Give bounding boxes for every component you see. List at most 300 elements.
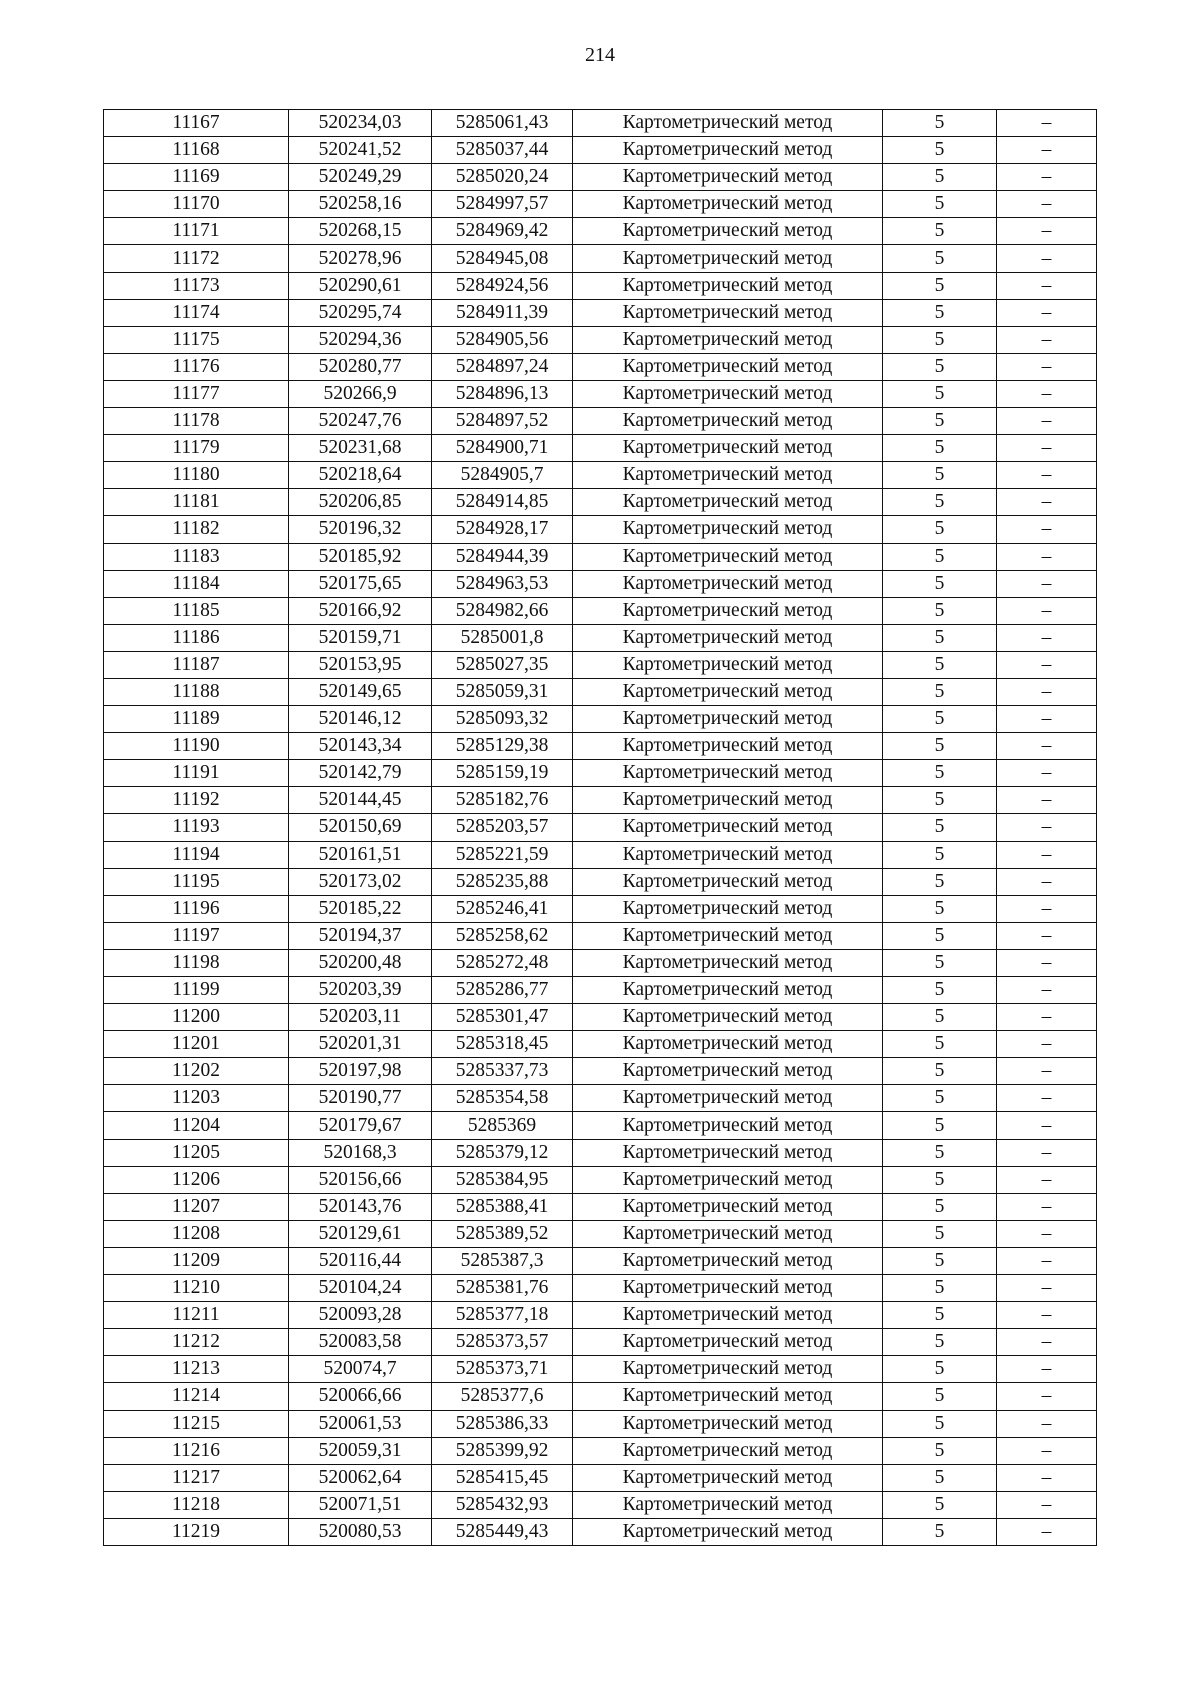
point-number-cell: 11177 xyxy=(104,380,289,407)
table-row xyxy=(104,1356,1097,1383)
description-cell: – xyxy=(997,299,1097,326)
x-coordinate-cell: 520280,77 xyxy=(289,353,432,380)
x-coordinate-cell: 520258,16 xyxy=(289,191,432,218)
accuracy-cell: 5 xyxy=(883,435,997,462)
method-cell: Картометрический метод xyxy=(573,841,883,868)
y-coordinate-cell: 5284914,85 xyxy=(432,489,573,516)
y-coordinate-cell: 5285432,93 xyxy=(432,1491,573,1518)
point-number-cell: 11179 xyxy=(104,435,289,462)
accuracy-cell: 5 xyxy=(883,1166,997,1193)
method-cell: Картометрический метод xyxy=(573,678,883,705)
y-coordinate-cell: 5284963,53 xyxy=(432,570,573,597)
point-number-cell: 11187 xyxy=(104,651,289,678)
x-coordinate-cell: 520278,96 xyxy=(289,245,432,272)
method-cell: Картометрический метод xyxy=(573,706,883,733)
x-coordinate-cell: 520156,66 xyxy=(289,1166,432,1193)
y-coordinate-cell: 5284945,08 xyxy=(432,245,573,272)
point-number-cell: 11197 xyxy=(104,922,289,949)
method-cell: Картометрический метод xyxy=(573,110,883,137)
description-cell: – xyxy=(997,597,1097,624)
point-number-cell: 11189 xyxy=(104,706,289,733)
accuracy-cell: 5 xyxy=(883,272,997,299)
description-cell: – xyxy=(997,1275,1097,1302)
point-number-cell: 11200 xyxy=(104,1004,289,1031)
y-coordinate-cell: 5284924,56 xyxy=(432,272,573,299)
y-coordinate-cell: 5285384,95 xyxy=(432,1166,573,1193)
x-coordinate-cell: 520241,52 xyxy=(289,137,432,164)
accuracy-cell: 5 xyxy=(883,1383,997,1410)
x-coordinate-cell: 520266,9 xyxy=(289,380,432,407)
description-cell: – xyxy=(997,678,1097,705)
method-cell: Картометрический метод xyxy=(573,977,883,1004)
accuracy-cell: 5 xyxy=(883,462,997,489)
method-cell: Картометрический метод xyxy=(573,1004,883,1031)
table-row xyxy=(104,489,1097,516)
accuracy-cell: 5 xyxy=(883,164,997,191)
table-row xyxy=(104,110,1097,137)
table-row xyxy=(104,1275,1097,1302)
x-coordinate-cell: 520179,67 xyxy=(289,1112,432,1139)
table-row xyxy=(104,1464,1097,1491)
description-cell: – xyxy=(997,1058,1097,1085)
point-number-cell: 11208 xyxy=(104,1220,289,1247)
table-row xyxy=(104,678,1097,705)
method-cell: Картометрический метод xyxy=(573,1220,883,1247)
accuracy-cell: 5 xyxy=(883,1329,997,1356)
y-coordinate-cell: 5285379,12 xyxy=(432,1139,573,1166)
method-cell: Картометрический метод xyxy=(573,1031,883,1058)
accuracy-cell: 5 xyxy=(883,706,997,733)
accuracy-cell: 5 xyxy=(883,1220,997,1247)
accuracy-cell: 5 xyxy=(883,1275,997,1302)
x-coordinate-cell: 520234,03 xyxy=(289,110,432,137)
method-cell: Картометрический метод xyxy=(573,1193,883,1220)
point-number-cell: 11192 xyxy=(104,787,289,814)
description-cell: – xyxy=(997,1410,1097,1437)
point-number-cell: 11202 xyxy=(104,1058,289,1085)
method-cell: Картометрический метод xyxy=(573,218,883,245)
x-coordinate-cell: 520129,61 xyxy=(289,1220,432,1247)
y-coordinate-cell: 5285037,44 xyxy=(432,137,573,164)
x-coordinate-cell: 520159,71 xyxy=(289,624,432,651)
x-coordinate-cell: 520142,79 xyxy=(289,760,432,787)
description-cell: – xyxy=(997,218,1097,245)
point-number-cell: 11219 xyxy=(104,1518,289,1545)
x-coordinate-cell: 520144,45 xyxy=(289,787,432,814)
description-cell: – xyxy=(997,624,1097,651)
y-coordinate-cell: 5285221,59 xyxy=(432,841,573,868)
accuracy-cell: 5 xyxy=(883,245,997,272)
point-number-cell: 11217 xyxy=(104,1464,289,1491)
accuracy-cell: 5 xyxy=(883,1518,997,1545)
accuracy-cell: 5 xyxy=(883,326,997,353)
description-cell: – xyxy=(997,245,1097,272)
y-coordinate-cell: 5284928,17 xyxy=(432,516,573,543)
accuracy-cell: 5 xyxy=(883,895,997,922)
table-row xyxy=(104,570,1097,597)
table-row xyxy=(104,1085,1097,1112)
method-cell: Картометрический метод xyxy=(573,1410,883,1437)
method-cell: Картометрический метод xyxy=(573,949,883,976)
accuracy-cell: 5 xyxy=(883,678,997,705)
y-coordinate-cell: 5285301,47 xyxy=(432,1004,573,1031)
y-coordinate-cell: 5285093,32 xyxy=(432,706,573,733)
description-cell: – xyxy=(997,570,1097,597)
y-coordinate-cell: 5284905,56 xyxy=(432,326,573,353)
description-cell: – xyxy=(997,1112,1097,1139)
point-number-cell: 11193 xyxy=(104,814,289,841)
y-coordinate-cell: 5284905,7 xyxy=(432,462,573,489)
accuracy-cell: 5 xyxy=(883,787,997,814)
method-cell: Картометрический метод xyxy=(573,1275,883,1302)
accuracy-cell: 5 xyxy=(883,380,997,407)
description-cell: – xyxy=(997,435,1097,462)
table-row xyxy=(104,868,1097,895)
point-number-cell: 11201 xyxy=(104,1031,289,1058)
x-coordinate-cell: 520071,51 xyxy=(289,1491,432,1518)
x-coordinate-cell: 520196,32 xyxy=(289,516,432,543)
x-coordinate-cell: 520066,66 xyxy=(289,1383,432,1410)
table-row xyxy=(104,1031,1097,1058)
point-number-cell: 11198 xyxy=(104,949,289,976)
table-row xyxy=(104,977,1097,1004)
table-row xyxy=(104,543,1097,570)
description-cell: – xyxy=(997,516,1097,543)
x-coordinate-cell: 520203,11 xyxy=(289,1004,432,1031)
accuracy-cell: 5 xyxy=(883,137,997,164)
accuracy-cell: 5 xyxy=(883,868,997,895)
method-cell: Картометрический метод xyxy=(573,895,883,922)
x-coordinate-cell: 520247,76 xyxy=(289,408,432,435)
y-coordinate-cell: 5285399,92 xyxy=(432,1437,573,1464)
method-cell: Картометрический метод xyxy=(573,597,883,624)
y-coordinate-cell: 5285059,31 xyxy=(432,678,573,705)
table-row xyxy=(104,164,1097,191)
point-number-cell: 11215 xyxy=(104,1410,289,1437)
table-row xyxy=(104,1410,1097,1437)
x-coordinate-cell: 520173,02 xyxy=(289,868,432,895)
accuracy-cell: 5 xyxy=(883,1058,997,1085)
point-number-cell: 11186 xyxy=(104,624,289,651)
method-cell: Картометрический метод xyxy=(573,516,883,543)
description-cell: – xyxy=(997,380,1097,407)
description-cell: – xyxy=(997,1139,1097,1166)
x-coordinate-cell: 520143,76 xyxy=(289,1193,432,1220)
y-coordinate-cell: 5285369 xyxy=(432,1112,573,1139)
method-cell: Картометрический метод xyxy=(573,380,883,407)
table-row xyxy=(104,435,1097,462)
y-coordinate-cell: 5284900,71 xyxy=(432,435,573,462)
accuracy-cell: 5 xyxy=(883,977,997,1004)
x-coordinate-cell: 520116,44 xyxy=(289,1247,432,1274)
table-row xyxy=(104,1139,1097,1166)
accuracy-cell: 5 xyxy=(883,1031,997,1058)
table-row xyxy=(104,651,1097,678)
table-row xyxy=(104,326,1097,353)
method-cell: Картометрический метод xyxy=(573,489,883,516)
description-cell: – xyxy=(997,922,1097,949)
table-row xyxy=(104,760,1097,787)
table-row xyxy=(104,1193,1097,1220)
method-cell: Картометрический метод xyxy=(573,1383,883,1410)
accuracy-cell: 5 xyxy=(883,1491,997,1518)
point-number-cell: 11211 xyxy=(104,1302,289,1329)
accuracy-cell: 5 xyxy=(883,624,997,651)
accuracy-cell: 5 xyxy=(883,1356,997,1383)
point-number-cell: 11205 xyxy=(104,1139,289,1166)
y-coordinate-cell: 5285381,76 xyxy=(432,1275,573,1302)
method-cell: Картометрический метод xyxy=(573,1464,883,1491)
description-cell: – xyxy=(997,1004,1097,1031)
description-cell: – xyxy=(997,408,1097,435)
method-cell: Картометрический метод xyxy=(573,1247,883,1274)
table-row xyxy=(104,814,1097,841)
description-cell: – xyxy=(997,191,1097,218)
method-cell: Картометрический метод xyxy=(573,164,883,191)
point-number-cell: 11196 xyxy=(104,895,289,922)
x-coordinate-cell: 520185,22 xyxy=(289,895,432,922)
description-cell: – xyxy=(997,489,1097,516)
x-coordinate-cell: 520149,65 xyxy=(289,678,432,705)
description-cell: – xyxy=(997,841,1097,868)
description-cell: – xyxy=(997,1085,1097,1112)
point-number-cell: 11195 xyxy=(104,868,289,895)
y-coordinate-cell: 5285020,24 xyxy=(432,164,573,191)
y-coordinate-cell: 5285027,35 xyxy=(432,651,573,678)
table-row xyxy=(104,922,1097,949)
point-number-cell: 11175 xyxy=(104,326,289,353)
table-row xyxy=(104,191,1097,218)
method-cell: Картометрический метод xyxy=(573,543,883,570)
point-number-cell: 11182 xyxy=(104,516,289,543)
method-cell: Картометрический метод xyxy=(573,1166,883,1193)
accuracy-cell: 5 xyxy=(883,1112,997,1139)
table-row xyxy=(104,706,1097,733)
y-coordinate-cell: 5284897,24 xyxy=(432,353,573,380)
table-row xyxy=(104,272,1097,299)
method-cell: Картометрический метод xyxy=(573,435,883,462)
description-cell: – xyxy=(997,1383,1097,1410)
x-coordinate-cell: 520197,98 xyxy=(289,1058,432,1085)
x-coordinate-cell: 520190,77 xyxy=(289,1085,432,1112)
x-coordinate-cell: 520153,95 xyxy=(289,651,432,678)
method-cell: Картометрический метод xyxy=(573,326,883,353)
y-coordinate-cell: 5285159,19 xyxy=(432,760,573,787)
description-cell: – xyxy=(997,164,1097,191)
x-coordinate-cell: 520218,64 xyxy=(289,462,432,489)
point-number-cell: 11199 xyxy=(104,977,289,1004)
description-cell: – xyxy=(997,1193,1097,1220)
description-cell: – xyxy=(997,1220,1097,1247)
point-number-cell: 11210 xyxy=(104,1275,289,1302)
description-cell: – xyxy=(997,137,1097,164)
point-number-cell: 11206 xyxy=(104,1166,289,1193)
x-coordinate-cell: 520201,31 xyxy=(289,1031,432,1058)
table-row xyxy=(104,245,1097,272)
table-row xyxy=(104,1491,1097,1518)
point-number-cell: 11190 xyxy=(104,733,289,760)
accuracy-cell: 5 xyxy=(883,949,997,976)
method-cell: Картометрический метод xyxy=(573,1058,883,1085)
table-row xyxy=(104,733,1097,760)
table-row xyxy=(104,218,1097,245)
description-cell: – xyxy=(997,706,1097,733)
accuracy-cell: 5 xyxy=(883,1085,997,1112)
y-coordinate-cell: 5284911,39 xyxy=(432,299,573,326)
table-row xyxy=(104,624,1097,651)
y-coordinate-cell: 5284896,13 xyxy=(432,380,573,407)
description-cell: – xyxy=(997,1302,1097,1329)
point-number-cell: 11170 xyxy=(104,191,289,218)
x-coordinate-cell: 520080,53 xyxy=(289,1518,432,1545)
description-cell: – xyxy=(997,353,1097,380)
page-number: 214 xyxy=(585,44,615,66)
x-coordinate-cell: 520104,24 xyxy=(289,1275,432,1302)
point-number-cell: 11174 xyxy=(104,299,289,326)
y-coordinate-cell: 5285449,43 xyxy=(432,1518,573,1545)
coordinates-table xyxy=(103,109,1097,1546)
table-row xyxy=(104,787,1097,814)
point-number-cell: 11207 xyxy=(104,1193,289,1220)
point-number-cell: 11203 xyxy=(104,1085,289,1112)
coordinates-table-body xyxy=(104,110,1097,1546)
y-coordinate-cell: 5284982,66 xyxy=(432,597,573,624)
accuracy-cell: 5 xyxy=(883,543,997,570)
description-cell: – xyxy=(997,949,1097,976)
method-cell: Картометрический метод xyxy=(573,462,883,489)
y-coordinate-cell: 5285373,71 xyxy=(432,1356,573,1383)
method-cell: Картометрический метод xyxy=(573,137,883,164)
y-coordinate-cell: 5285354,58 xyxy=(432,1085,573,1112)
y-coordinate-cell: 5285286,77 xyxy=(432,977,573,1004)
y-coordinate-cell: 5285129,38 xyxy=(432,733,573,760)
accuracy-cell: 5 xyxy=(883,841,997,868)
description-cell: – xyxy=(997,1031,1097,1058)
method-cell: Картометрический метод xyxy=(573,814,883,841)
table-row xyxy=(104,1166,1097,1193)
table-row xyxy=(104,1247,1097,1274)
table-row xyxy=(104,353,1097,380)
y-coordinate-cell: 5284944,39 xyxy=(432,543,573,570)
y-coordinate-cell: 5285373,57 xyxy=(432,1329,573,1356)
x-coordinate-cell: 520166,92 xyxy=(289,597,432,624)
y-coordinate-cell: 5284969,42 xyxy=(432,218,573,245)
point-number-cell: 11168 xyxy=(104,137,289,164)
accuracy-cell: 5 xyxy=(883,760,997,787)
method-cell: Картометрический метод xyxy=(573,760,883,787)
accuracy-cell: 5 xyxy=(883,1193,997,1220)
y-coordinate-cell: 5285001,8 xyxy=(432,624,573,651)
x-coordinate-cell: 520168,3 xyxy=(289,1139,432,1166)
point-number-cell: 11181 xyxy=(104,489,289,516)
method-cell: Картометрический метод xyxy=(573,787,883,814)
accuracy-cell: 5 xyxy=(883,218,997,245)
y-coordinate-cell: 5285061,43 xyxy=(432,110,573,137)
description-cell: – xyxy=(997,272,1097,299)
table-row xyxy=(104,1302,1097,1329)
method-cell: Картометрический метод xyxy=(573,272,883,299)
table-row xyxy=(104,516,1097,543)
table-row xyxy=(104,1518,1097,1545)
table-row xyxy=(104,841,1097,868)
accuracy-cell: 5 xyxy=(883,489,997,516)
y-coordinate-cell: 5285337,73 xyxy=(432,1058,573,1085)
y-coordinate-cell: 5285246,41 xyxy=(432,895,573,922)
point-number-cell: 11216 xyxy=(104,1437,289,1464)
description-cell: – xyxy=(997,1247,1097,1274)
y-coordinate-cell: 5284897,52 xyxy=(432,408,573,435)
point-number-cell: 11185 xyxy=(104,597,289,624)
description-cell: – xyxy=(997,1437,1097,1464)
x-coordinate-cell: 520185,92 xyxy=(289,543,432,570)
x-coordinate-cell: 520161,51 xyxy=(289,841,432,868)
point-number-cell: 11183 xyxy=(104,543,289,570)
description-cell: – xyxy=(997,651,1097,678)
point-number-cell: 11167 xyxy=(104,110,289,137)
description-cell: – xyxy=(997,1464,1097,1491)
accuracy-cell: 5 xyxy=(883,1302,997,1329)
description-cell: – xyxy=(997,977,1097,1004)
y-coordinate-cell: 5285272,48 xyxy=(432,949,573,976)
y-coordinate-cell: 5285415,45 xyxy=(432,1464,573,1491)
point-number-cell: 11213 xyxy=(104,1356,289,1383)
method-cell: Картометрический метод xyxy=(573,299,883,326)
description-cell: – xyxy=(997,462,1097,489)
method-cell: Картометрический метод xyxy=(573,1356,883,1383)
description-cell: – xyxy=(997,733,1097,760)
accuracy-cell: 5 xyxy=(883,1437,997,1464)
description-cell: – xyxy=(997,1329,1097,1356)
point-number-cell: 11214 xyxy=(104,1383,289,1410)
method-cell: Картометрический метод xyxy=(573,624,883,651)
description-cell: – xyxy=(997,760,1097,787)
y-coordinate-cell: 5285235,88 xyxy=(432,868,573,895)
table-row xyxy=(104,1112,1097,1139)
point-number-cell: 11172 xyxy=(104,245,289,272)
y-coordinate-cell: 5285318,45 xyxy=(432,1031,573,1058)
accuracy-cell: 5 xyxy=(883,1464,997,1491)
method-cell: Картометрический метод xyxy=(573,1329,883,1356)
x-coordinate-cell: 520203,39 xyxy=(289,977,432,1004)
x-coordinate-cell: 520200,48 xyxy=(289,949,432,976)
accuracy-cell: 5 xyxy=(883,110,997,137)
point-number-cell: 11188 xyxy=(104,678,289,705)
x-coordinate-cell: 520206,85 xyxy=(289,489,432,516)
table-row xyxy=(104,380,1097,407)
point-number-cell: 11169 xyxy=(104,164,289,191)
point-number-cell: 11180 xyxy=(104,462,289,489)
description-cell: – xyxy=(997,868,1097,895)
y-coordinate-cell: 5285182,76 xyxy=(432,787,573,814)
point-number-cell: 11212 xyxy=(104,1329,289,1356)
method-cell: Картометрический метод xyxy=(573,651,883,678)
accuracy-cell: 5 xyxy=(883,1247,997,1274)
x-coordinate-cell: 520295,74 xyxy=(289,299,432,326)
description-cell: – xyxy=(997,1166,1097,1193)
description-cell: – xyxy=(997,814,1097,841)
description-cell: – xyxy=(997,895,1097,922)
method-cell: Картометрический метод xyxy=(573,353,883,380)
table-row xyxy=(104,1329,1097,1356)
method-cell: Картометрический метод xyxy=(573,408,883,435)
x-coordinate-cell: 520074,7 xyxy=(289,1356,432,1383)
point-number-cell: 11184 xyxy=(104,570,289,597)
x-coordinate-cell: 520268,15 xyxy=(289,218,432,245)
table-row xyxy=(104,137,1097,164)
x-coordinate-cell: 520175,65 xyxy=(289,570,432,597)
method-cell: Картометрический метод xyxy=(573,245,883,272)
table-row xyxy=(104,597,1097,624)
